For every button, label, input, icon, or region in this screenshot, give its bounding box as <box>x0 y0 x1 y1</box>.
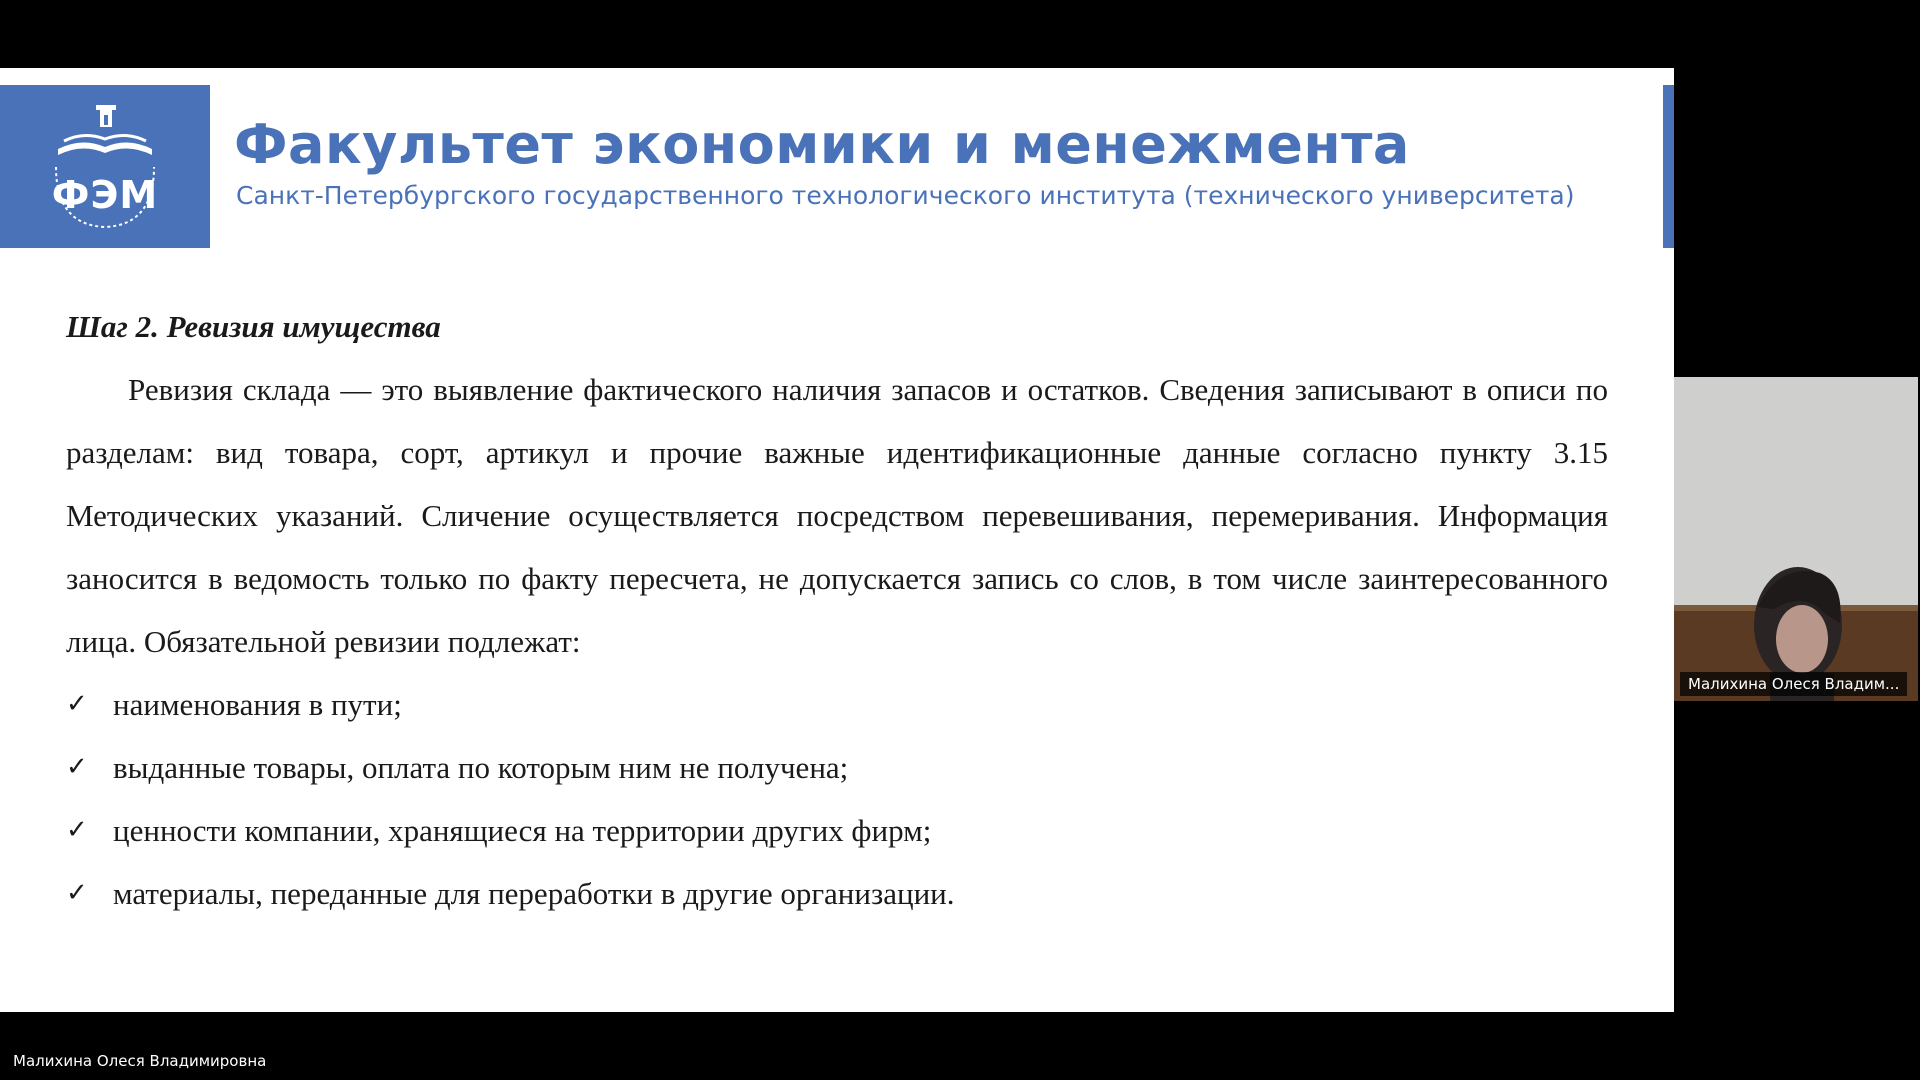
step-heading: Шаг 2. Ревизия имущества <box>66 309 441 344</box>
faculty-subtitle: Санкт-Петербургского государственного технологического института (технического университета) <box>236 181 1575 210</box>
body-paragraph: Ревизия склада — это выявление фактического наличия запасов и остатков. Сведения записывают в описи по разделам: вид товара, сорт, артикул и прочие важные идентификационные данные согласно пункту 3.15 Методических указаний. Сличение осуществляется посредством перевешивания, перемеривания. Информация заносится в ведомость только по факту пересчета, не допускается запись со слов, в том числе заинтересованного лица. Обязательной ревизии подлежат: <box>66 372 1608 659</box>
logo-abbreviation: ФЭМ <box>51 173 159 217</box>
logo-emblem-icon <box>0 85 210 248</box>
list-item <box>66 673 1608 736</box>
slide-header <box>0 85 1674 248</box>
check-icon: ✓ <box>66 878 88 908</box>
list-item <box>66 799 1608 862</box>
list-item-text: ценности компании, хранящиеся на территории других фирм; <box>113 813 932 848</box>
check-icon: ✓ <box>66 689 88 719</box>
participant-name-tag: Малихина Олеся Владим... <box>1680 672 1907 696</box>
list-item-text: наименования в пути; <box>113 687 402 722</box>
list-item-text: материалы, переданные для переработки в другие организации. <box>113 876 955 911</box>
list-item <box>66 736 1608 799</box>
faculty-logo <box>0 85 210 248</box>
faculty-title: Факультет экономики и менежмента <box>234 113 1410 176</box>
slide-content <box>66 295 1608 925</box>
presentation-slide <box>0 68 1674 1012</box>
active-speaker-name: Малихина Олеся Владимировна <box>13 1052 267 1070</box>
list-item-text: выданные товары, оплата по которым ним не получена; <box>113 750 849 785</box>
participant-video-icon <box>1674 377 1918 701</box>
check-icon: ✓ <box>66 752 88 782</box>
participant-video-tile[interactable] <box>1674 377 1918 701</box>
check-icon: ✓ <box>66 815 88 845</box>
checklist <box>66 673 1608 925</box>
header-accent-bar <box>1663 85 1674 248</box>
list-item <box>66 862 1608 925</box>
